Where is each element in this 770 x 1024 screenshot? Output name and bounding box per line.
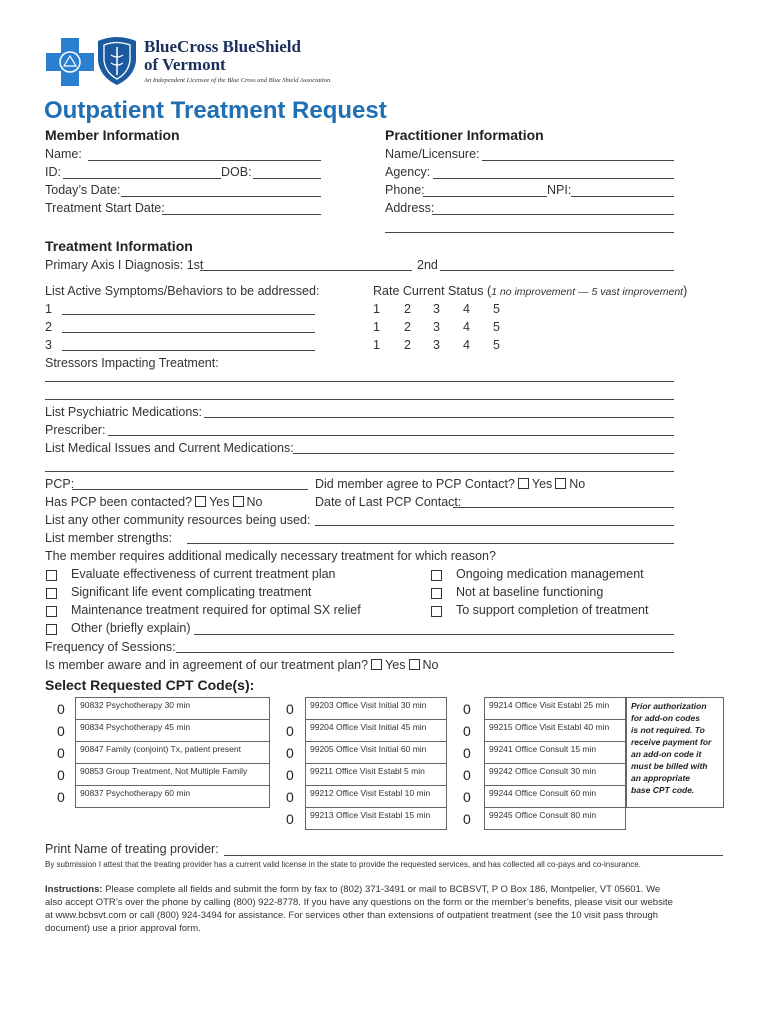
stressors-field-2[interactable]: [45, 399, 674, 400]
reason-checkbox[interactable]: [46, 606, 57, 617]
reason-label: Other (briefly explain): [71, 621, 191, 635]
practitioner-heading: Practitioner Information: [385, 127, 544, 143]
reason-other-field[interactable]: [194, 634, 674, 635]
cpt-select-col3-0[interactable]: 0: [463, 701, 471, 717]
print-name-label: Print Name of treating provider:: [45, 842, 219, 856]
member-heading: Member Information: [45, 127, 180, 143]
brand-region: of Vermont: [144, 55, 226, 74]
reason-checkbox[interactable]: [431, 606, 442, 617]
todays-date-field[interactable]: [121, 196, 321, 197]
pcp-contacted-no-checkbox[interactable]: [233, 496, 244, 507]
treatment-start-field[interactable]: [162, 214, 321, 215]
agency-field[interactable]: [433, 178, 674, 179]
cpt-select-col3-4[interactable]: 0: [463, 789, 471, 805]
cpt-select-col1-1[interactable]: 0: [57, 723, 65, 739]
reason-label: Not at baseline functioning: [456, 585, 604, 599]
strengths-label: List member strengths:: [45, 531, 173, 545]
pcp-agree-yes-checkbox[interactable]: [518, 478, 529, 489]
reason-checkbox[interactable]: [431, 570, 442, 581]
community-label: List any other community resources being used:: [45, 513, 311, 527]
cpt-select-col2-1[interactable]: 0: [286, 723, 294, 739]
last-pcp-contact-field[interactable]: [453, 507, 674, 508]
address-field[interactable]: [432, 214, 674, 215]
diagnosis-label: Primary Axis I Diagnosis: 1st: [45, 258, 204, 272]
member-name-label: Name:: [45, 147, 82, 161]
npi-field[interactable]: [571, 196, 674, 197]
frequency-field[interactable]: [176, 652, 674, 653]
phone-label: Phone:: [385, 183, 425, 197]
medical-issues-label: List Medical Issues and Current Medications:: [45, 441, 294, 455]
address-label: Address:: [385, 201, 435, 215]
cpt-code-col2-1: 99204 Office Visit Initial 45 min: [305, 719, 447, 742]
brand-name: BlueCross BlueShield: [144, 37, 301, 56]
cpt-code-col1-3: 90853 Group Treatment, Not Multiple Family: [75, 763, 270, 786]
member-id-label: ID:: [45, 165, 61, 179]
reason-checkbox[interactable]: [46, 588, 57, 599]
cpt-code-col2-0: 99203 Office Visit Initial 30 min: [305, 697, 447, 720]
frequency-label: Frequency of Sessions:: [45, 640, 176, 654]
pcp-agree-question: Did member agree to PCP Contact? Yes No: [315, 477, 586, 491]
cpt-code-col2-3: 99211 Office Visit Establ 5 min: [305, 763, 447, 786]
rate-status-label: Rate Current Status (1 no improvement — 5 vast improvement): [373, 284, 688, 298]
member-id-field[interactable]: [63, 178, 221, 179]
page-title: Outpatient Treatment Request: [44, 97, 387, 124]
reason-label: Evaluate effectiveness of current treatment plan: [71, 567, 336, 581]
licensure-label: Name/Licensure:: [385, 147, 480, 161]
prior-auth-note: Prior authorization for add-on codes is not required. To receive payment for an add-on code it must be billed with an appropriate base CPT code.: [631, 701, 712, 795]
cpt-select-col1-4[interactable]: 0: [57, 789, 65, 805]
diagnosis-2nd-field[interactable]: [440, 270, 674, 271]
last-pcp-contact-label: Date of Last PCP Contact:: [315, 495, 462, 509]
pcp-field[interactable]: [72, 489, 308, 490]
licensee-note: An Independent Licensee of the Blue Cross and Blue Shield Association.: [144, 77, 332, 84]
pcp-contacted-yes-checkbox[interactable]: [195, 496, 206, 507]
reason-other-checkbox[interactable]: [46, 624, 57, 635]
cpt-select-col2-4[interactable]: 0: [286, 789, 294, 805]
aware-yes-checkbox[interactable]: [371, 659, 382, 670]
symptom-field-2[interactable]: [62, 332, 315, 333]
symptom-number: 3: [45, 338, 52, 352]
attestation: By submission I attest that the treating provider has a current valid license in the state to provide the requested services, and has collected all co-pays and co-insurance.: [45, 860, 641, 869]
cpt-code-col3-3: 99242 Office Consult 30 min: [484, 763, 626, 786]
cpt-code-col2-4: 99212 Office Visit Establ 10 min: [305, 785, 447, 808]
pcp-contacted-question: Has PCP been contacted? Yes No: [45, 495, 263, 509]
psych-meds-label: List Psychiatric Medications:: [45, 405, 203, 419]
cpt-code-col2-5: 99213 Office Visit Establ 15 min: [305, 807, 447, 830]
treatment-heading: Treatment Information: [45, 238, 193, 254]
strengths-field[interactable]: [187, 543, 674, 544]
cpt-select-col1-0[interactable]: 0: [57, 701, 65, 717]
cpt-code-col1-0: 90832 Psychotherapy 30 min: [75, 697, 270, 720]
address-field-2[interactable]: [385, 232, 674, 233]
cpt-select-col2-3[interactable]: 0: [286, 767, 294, 783]
pcp-label: PCP:: [45, 477, 75, 491]
phone-field[interactable]: [423, 196, 547, 197]
cpt-code-col3-2: 99241 Office Consult 15 min: [484, 741, 626, 764]
aware-no-checkbox[interactable]: [409, 659, 420, 670]
symptom-number: 2: [45, 320, 52, 334]
cpt-select-col3-5[interactable]: 0: [463, 811, 471, 827]
cpt-select-col3-2[interactable]: 0: [463, 745, 471, 761]
symptom-field-3[interactable]: [62, 350, 315, 351]
licensure-field[interactable]: [482, 160, 674, 161]
agency-label: Agency:: [385, 165, 431, 179]
member-name-field[interactable]: [88, 160, 321, 161]
cpt-select-col1-2[interactable]: 0: [57, 745, 65, 761]
print-name-field[interactable]: [224, 855, 723, 856]
member-dob-label: DOB:: [221, 165, 252, 179]
cpt-heading: Select Requested CPT Code(s):: [45, 677, 255, 693]
symptom-number: 1: [45, 302, 52, 316]
community-field[interactable]: [315, 525, 674, 526]
cpt-code-col3-0: 99214 Office Visit Establ 25 min: [484, 697, 626, 720]
diagnosis-2nd-label: 2nd: [417, 258, 438, 272]
cpt-code-col3-4: 99244 Office Consult 60 min: [484, 785, 626, 808]
reason-checkbox[interactable]: [431, 588, 442, 599]
cpt-code-col3-5: 99245 Office Consult 80 min: [484, 807, 626, 830]
symptoms-label: List Active Symptoms/Behaviors to be addressed:: [45, 284, 320, 298]
cpt-select-col1-3[interactable]: 0: [57, 767, 65, 783]
aware-question: Is member aware and in agreement of our treatment plan? Yes No: [45, 658, 439, 672]
instructions: Instructions: Please complete all fields and submit the form by fax to (802) 371-3491 or mail to BCBSVT, P O Box 186, Montpelier, VT 05601. We also accept OTR’s over the phone by calling (800) 922-8778. If you have any questions on the form or the member’s benefits, please visit our website at www.bcbsvt.com or call (800) 924-3494 for assistance. For services other than extensions of outpatient treatment (see the 10 visit pass through document) use a prior approval form.: [45, 884, 673, 934]
blue-cross-logo-icon: [44, 36, 96, 88]
member-dob-field[interactable]: [253, 178, 321, 179]
cpt-select-col3-1[interactable]: 0: [463, 723, 471, 739]
cpt-select-col2-5[interactable]: 0: [286, 811, 294, 827]
prescriber-field[interactable]: [108, 435, 674, 436]
cpt-code-col1-4: 90837 Psychotherapy 60 min: [75, 785, 270, 808]
todays-date-label: Today’s Date:: [45, 183, 121, 197]
symptom-field-1[interactable]: [62, 314, 315, 315]
cpt-code-col1-1: 90834 Psychotherapy 45 min: [75, 719, 270, 742]
pcp-agree-no-checkbox[interactable]: [555, 478, 566, 489]
cpt-code-col2-2: 99205 Office Visit Initial 60 min: [305, 741, 447, 764]
reason-label: To support completion of treatment: [456, 603, 649, 617]
treatment-start-label: Treatment Start Date:: [45, 201, 165, 215]
blue-shield-logo-icon: [94, 35, 140, 87]
cpt-select-col3-3[interactable]: 0: [463, 767, 471, 783]
reason-label: Significant life event complicating treatment: [71, 585, 312, 599]
cpt-code-col3-1: 99215 Office Visit Establ 40 min: [484, 719, 626, 742]
cpt-select-col2-2[interactable]: 0: [286, 745, 294, 761]
cpt-code-col1-2: 90847 Family (conjoint) Tx, patient present: [75, 741, 270, 764]
npi-label: NPI:: [547, 183, 572, 197]
medical-issues-field-2[interactable]: [45, 471, 674, 472]
medical-issues-field[interactable]: [293, 453, 674, 454]
reason-label: Maintenance treatment required for optimal SX relief: [71, 603, 361, 617]
stressors-label: Stressors Impacting Treatment:: [45, 356, 219, 370]
prescriber-label: Prescriber:: [45, 423, 106, 437]
reason-question: The member requires additional medically necessary treatment for which reason?: [45, 549, 496, 563]
reason-checkbox[interactable]: [46, 570, 57, 581]
stressors-field-1[interactable]: [45, 381, 674, 382]
diagnosis-1st-field[interactable]: [200, 270, 412, 271]
psych-meds-field[interactable]: [204, 417, 674, 418]
cpt-select-col2-0[interactable]: 0: [286, 701, 294, 717]
reason-label: Ongoing medication management: [456, 567, 644, 581]
